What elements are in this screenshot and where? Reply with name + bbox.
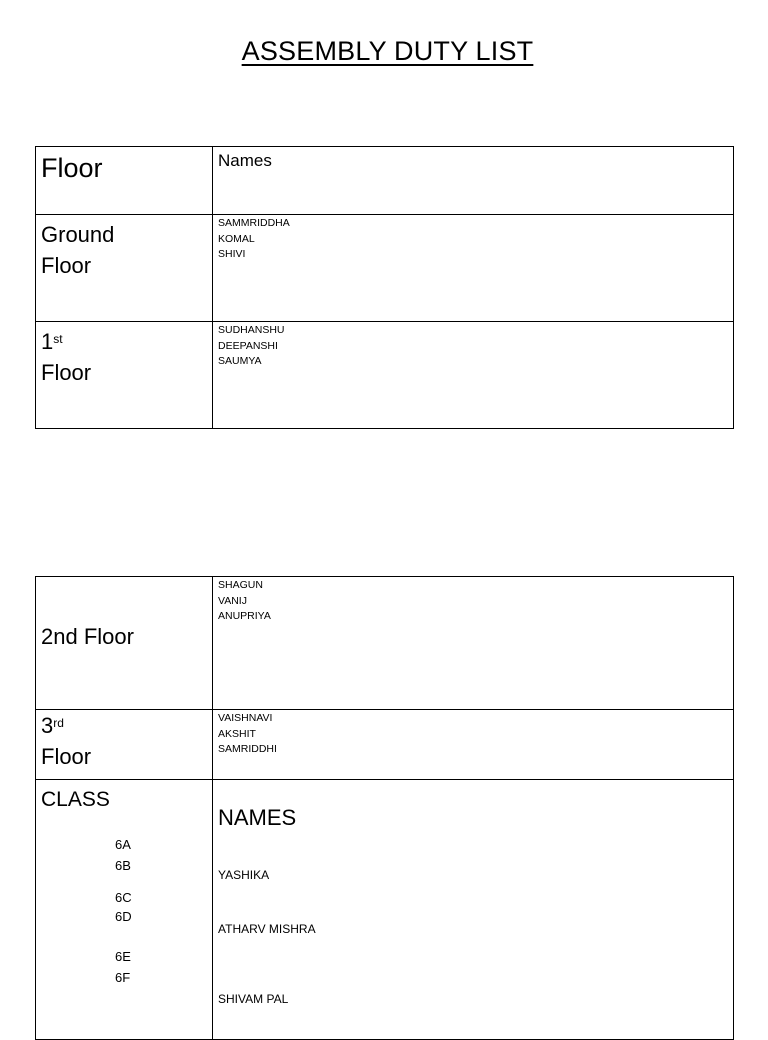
names-cell <box>213 322 734 429</box>
list-item: 6E <box>115 949 131 964</box>
list-item: SHAGUN <box>218 579 263 591</box>
floor-word: Floor <box>41 744 92 769</box>
list-item: 6D <box>115 909 132 924</box>
list-item: KOMAL <box>218 232 255 245</box>
list-item: SAUMYA <box>218 355 262 367</box>
floor-number: 1 <box>41 329 54 354</box>
list-item: ATHARV MISHRA <box>218 922 316 936</box>
names-header: Names <box>218 151 272 170</box>
class-cell <box>36 780 213 1040</box>
list-item: 6C <box>115 890 132 905</box>
page-title: ASSEMBLY DUTY LIST <box>241 36 534 66</box>
names-list <box>213 322 733 370</box>
floor-label-ground: Ground Floor <box>41 222 115 278</box>
names-cell <box>213 577 734 710</box>
list-item: AKSHIT <box>218 727 256 740</box>
table-row <box>36 577 734 710</box>
table-row <box>36 215 734 322</box>
list-item: 6B <box>115 858 131 873</box>
list-item: YASHIKA <box>218 868 270 882</box>
floor-cell <box>36 322 213 429</box>
floor-header-cell <box>36 147 213 215</box>
list-item: SUDHANSHU <box>218 324 285 336</box>
duty-table-2 <box>35 576 734 1040</box>
names-list <box>213 577 733 625</box>
duty-table-1 <box>35 146 734 429</box>
floor-cell <box>36 710 213 780</box>
list-item: 6F <box>115 970 131 985</box>
floor-cell <box>36 577 213 710</box>
list-item: VANIJ <box>218 594 247 607</box>
list-item: SHIVI <box>218 248 246 260</box>
floor-number: 3 <box>41 713 54 738</box>
names-cell <box>213 215 734 322</box>
list-item: ANUPRIYA <box>218 610 271 622</box>
class-row <box>36 780 734 1040</box>
floor-label-first <box>36 322 212 388</box>
names-cell <box>213 710 734 780</box>
list-item: 6A <box>115 837 131 852</box>
floor-ordinal: st <box>53 332 63 346</box>
floor-word: Floor <box>41 360 92 385</box>
floor-label-second: 2nd Floor <box>41 623 134 649</box>
class-names-cell <box>213 780 734 1040</box>
table-row <box>36 710 734 780</box>
table-row <box>36 322 734 429</box>
names-header-cell <box>213 147 734 215</box>
list-item: SAMMRIDDHA <box>218 217 290 229</box>
names-list <box>213 215 733 263</box>
list-item: SHIVAM PAL <box>218 992 289 1006</box>
floor-label-third <box>36 710 212 772</box>
table-header-row <box>36 147 734 215</box>
list-item: DEEPANSHI <box>218 339 278 352</box>
floor-ordinal: rd <box>53 716 64 730</box>
floor-header: Floor <box>41 153 103 183</box>
class-header: CLASS <box>41 788 110 811</box>
list-item: SAMRIDDHI <box>218 743 277 755</box>
floor-cell <box>36 215 213 322</box>
names-header: NAMES <box>218 805 297 830</box>
names-list <box>213 710 733 758</box>
list-item: VAISHNAVI <box>218 712 273 724</box>
